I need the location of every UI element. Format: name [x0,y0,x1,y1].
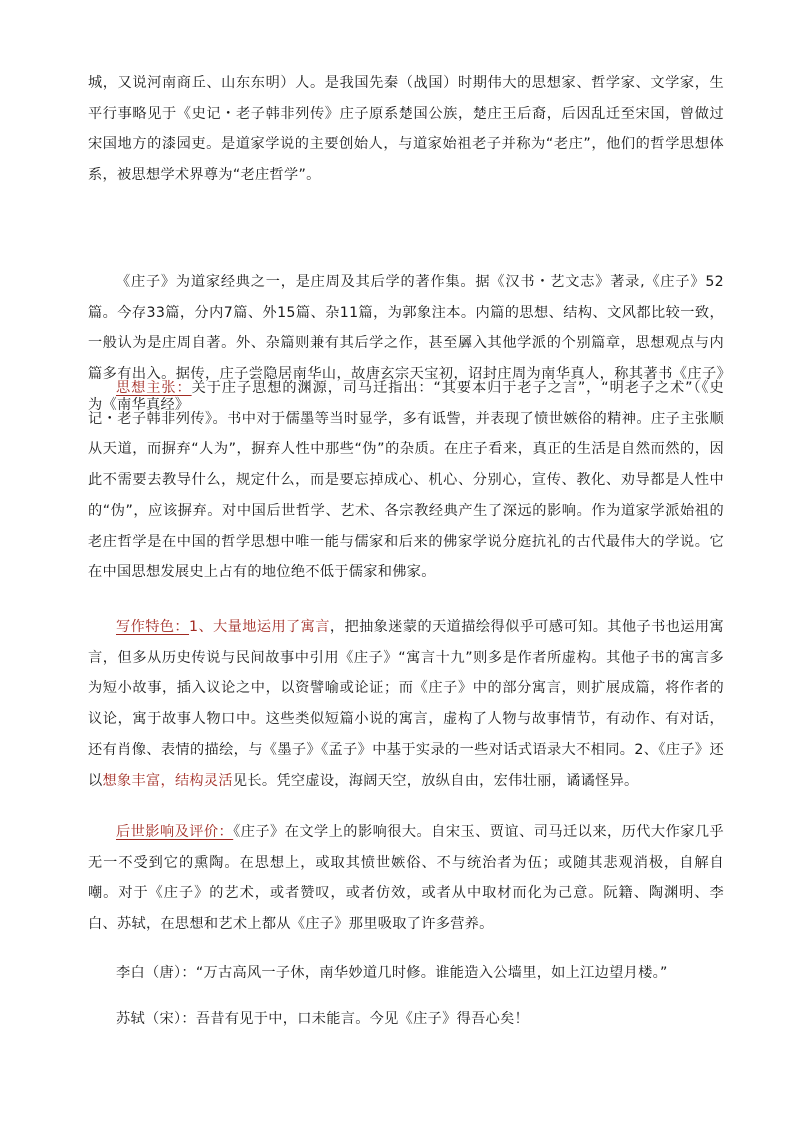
writing-text-2: 见长。凭空虚设，海阔天空，放纵自由，宏伟壮丽，谲谲怪异。 [232,772,639,789]
writing-text-1: ，把抽象迷蒙的天道描绘得似乎可感可知。其他子书也运用寓言，但多从历史传说与民间故事中引用《庄子》“寓言十九”则多是作者所虚构。其他子书的寓言多为短小故事，插入议论之中，以资譬喻或论证；而《庄子》中的部分寓言，则扩展成篇，将作者的议论，寓于故事人物口中。这些类似短篇小说的寓言，虚构了人物与故事情节，有动作、有对话，还有肖像、表情的描绘，与《墨子》《孟子》中基于实录的一些对话式语录大不相同。2、《庄子》还以 [88,619,724,789]
writing-point-1: 1、大量地运用了寓言 [189,619,330,635]
thought-label: 思想主张： [116,380,192,396]
paragraph-biography: 城，又说河南商丘、山东东明）人。是我国先秦（战国）时期伟大的思想家、哲学家、文学家，生平行事略见于《史记・老子韩非列传》庄子原系楚国公族，楚庄王后裔，后因乱迁至宋国，曾做过宋国地方的漆园吏。是道家学说的主要创始人，与道家始祖老子并称为“老庄”，他们的哲学思想体系，被思想学术界尊为“老庄哲学”。 [88,75,724,184]
quote-li-bai: 李白（唐）：“万古高风一子休，南华妙道几时修。谁能造入公墙里，如上江边望月楼。” [116,965,668,981]
writing-label: 写作特色： [116,619,190,635]
paragraph-book-intro: 《庄子》为道家经典之一，是庄周及其后学的著作集。据《汉书・艺文志》著录,《庄子》52篇。今存33篇，分内7篇、外15篇、杂11篇，为郭象注本。内篇的思想、结构、文风都比较一致，一般认为是庄周自著。外、杂篇则兼有其后学之作，甚至羼入其他学派的个别篇章，思想观点与内篇多有出入。据传，庄子尝隐居南华山，故唐玄宗天宝初，诏封庄周为南华真人，称其著书《庄子》为《南华真经》 [88,274,724,413]
thought-text: 关于庄子思想的渊源，司马迁指出：“其要本归于老子之言”，“明老子之术”（《史记・老子韩非列传》。书中对于儒墨等当时显学，多有诋訾，并表现了愤世嫉俗的精神。庄子主张顺从天道，而摒弃“人为”，摒弃人性中那些“伪”的杂质。在庄子看来，真正的生活是自然而然的，因此不需要去教导什么，规定什么，而是要忘掉成心、机心、分别心，宣传、教化、劝导都是人性中的“伪”，应该摒弃。对中国后世哲学、艺术、各宗教经典产生了深远的影响。作为道家学派始祖的老庄哲学是在中国的哲学思想中唯一能与儒家和后来的佛家学说分庭抗礼的古代最伟大的学说。它在中国思想发展史上占有的地位绝不低于儒家和佛家。 [88,380,724,581]
paragraph-influence [88,817,724,940]
quote-su-shi: 苏轼（宋）：吾昔有见于中，口未能言。今见《庄子》得吾心矣！ [116,1011,530,1027]
influence-text: 《庄子》在文学上的影响很大。自宋玉、贾谊、司马迁以来，历代大作家几乎无一不受到它的熏陶。在思想上，或取其愤世嫉俗、不与统治者为伍；或随其悲观消极，自解自嘲。对于《庄子》的艺术，或者赞叹，或者仿效，或者从中取材而化为己意。阮籍、陶渊明、李白、苏轼，在思想和艺术上都从《庄子》那里吸取了许多营养。 [88,824,725,933]
influence-label: 后世影响及评价： [116,824,234,840]
paragraph-thought [88,373,724,588]
paragraph-writing-features [88,612,724,796]
writing-point-2: 想象丰富，结构灵活 [102,772,233,789]
